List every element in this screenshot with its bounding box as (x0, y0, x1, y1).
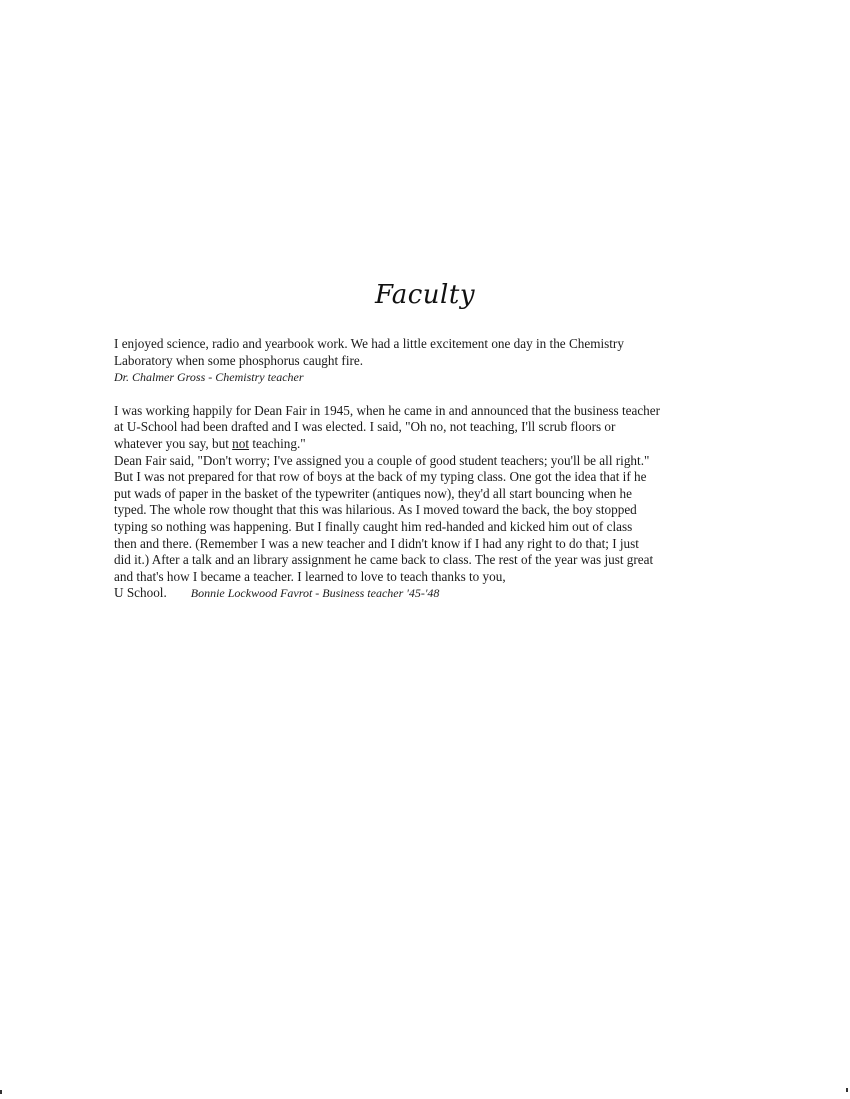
attribution-gross: Dr. Chalmer Gross - Chemistry teacher (114, 370, 304, 385)
entry-line: did it.) After a talk and an library assignment he came back to class. The rest of the year was just great (114, 552, 654, 568)
entry-line: typed. The whole row thought that this was hilarious. As I moved toward the back, the boy stopped (114, 502, 637, 518)
scan-edge-mark (0, 1090, 2, 1094)
entry-line (114, 436, 764, 453)
underlined-word: not (232, 435, 250, 451)
entry-text-segment: whatever you say, but (114, 435, 233, 451)
entry-gross (114, 336, 764, 386)
page-title: Faculty (374, 280, 476, 310)
entry-line: typing so nothing was happening. But I finally caught him red-handed and kicked him out of class (114, 518, 633, 534)
faculty-content (114, 336, 764, 602)
entry-line: put wads of paper in the basket of the typewriter (antiques now), they'd all start bouncing when he (114, 485, 633, 501)
sign-line (114, 585, 764, 602)
entry-line: But I was not prepared for that row of boys at the back of my typing class. One got the idea that if he (114, 469, 647, 485)
entry-line: and that's how I became a teacher. I learned to love to teach thanks to you, (114, 568, 506, 584)
entry-line: at U-School had been drafted and I was elected. I said, "Oh no, not teaching, I'll scrub floors or (114, 419, 616, 435)
entry-line: I was working happily for Dean Fair in 1945, when he came in and announced that the business teacher (114, 402, 661, 418)
sign-text: U School. (114, 585, 167, 601)
attribution-favrot: Bonnie Lockwood Favrot - Business teacher '45-'48 (190, 586, 440, 601)
scan-edge-mark (846, 1088, 848, 1092)
entry-line: then and there. (Remember I was a new teacher and I didn't know if I had any right to do that; I just (114, 535, 639, 551)
entry-favrot (114, 403, 764, 602)
paragraph-gap (114, 386, 764, 403)
entry-line: Dean Fair said, "Don't worry; I've assigned you a couple of good student teachers; you'll be all right." (114, 452, 650, 468)
entry-line: I enjoyed science, radio and yearbook work. We had a little excitement one day in the Chemistry (114, 336, 624, 351)
entry-line: Laboratory when some phosphorus caught fire. (114, 352, 364, 368)
entry-text-segment: teaching." (249, 435, 306, 451)
